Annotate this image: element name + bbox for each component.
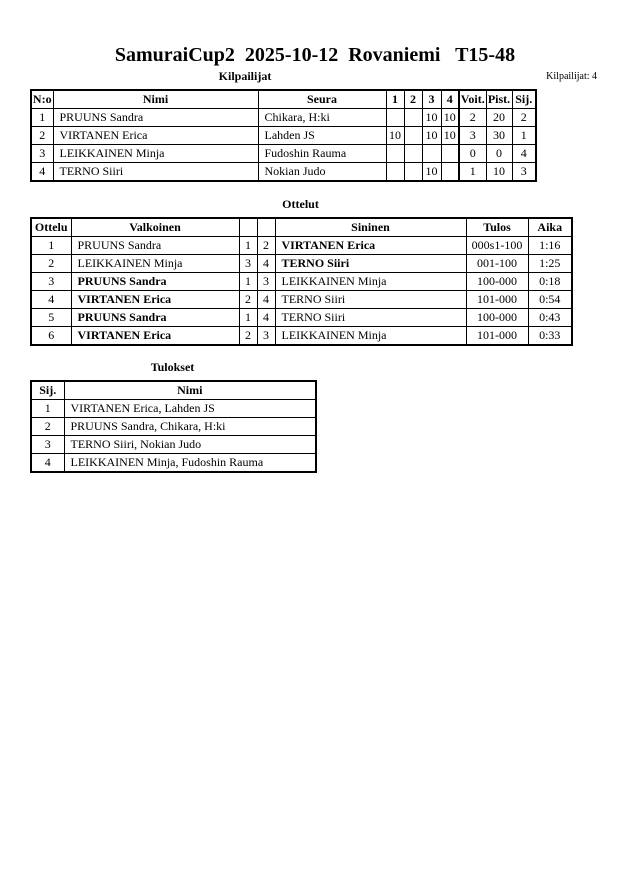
competitor-number: 1: [31, 109, 53, 127]
header-time: Aika: [528, 218, 572, 237]
result-row: [31, 454, 316, 473]
points-value: 0: [486, 145, 512, 163]
competitor-name: PRUUNS Sandra: [53, 109, 258, 127]
match-number: 5: [31, 309, 71, 327]
header-wins: Voit.: [459, 90, 486, 109]
blue-competitor-number: 2: [257, 237, 275, 255]
blue-competitor-number: 4: [257, 291, 275, 309]
competitors-heading-row: [0, 69, 630, 83]
white-competitor-name: PRUUNS Sandra: [71, 273, 239, 291]
header-blue: Sininen: [275, 218, 466, 237]
competitor-name: TERNO Siiri: [53, 163, 258, 182]
match-time: 1:25: [528, 255, 572, 273]
header-round-3: 3: [422, 90, 441, 109]
round-1-score: 10: [386, 127, 404, 145]
competitor-number: 3: [31, 145, 53, 163]
round-2-score: [404, 127, 422, 145]
competitor-name: VIRTANEN Erica: [53, 127, 258, 145]
result-name: TERNO Siiri, Nokian Judo: [64, 436, 316, 454]
match-row: [31, 273, 572, 291]
match-result: 001-100: [466, 255, 528, 273]
header-placement: Sij.: [512, 90, 536, 109]
competitor-number: 2: [31, 127, 53, 145]
match-row: [31, 255, 572, 273]
round-1-score: [386, 145, 404, 163]
match-number: 4: [31, 291, 71, 309]
header-match: Ottelu: [31, 218, 71, 237]
header-placement: Sij.: [31, 381, 64, 400]
white-competitor-name: LEIKKAINEN Minja: [71, 255, 239, 273]
points-value: 30: [486, 127, 512, 145]
white-competitor-number: 1: [239, 309, 257, 327]
result-name: LEIKKAINEN Minja, Fudoshin Rauma: [64, 454, 316, 473]
round-3-score: 10: [422, 127, 441, 145]
result-placement: 2: [31, 418, 64, 436]
round-2-score: [404, 145, 422, 163]
round-2-score: [404, 109, 422, 127]
blue-competitor-name: TERNO Siiri: [275, 309, 466, 327]
header-blue-number: [257, 218, 275, 237]
blue-competitor-name: TERNO Siiri: [275, 255, 466, 273]
header-white-number: [239, 218, 257, 237]
white-competitor-number: 3: [239, 255, 257, 273]
header-round-1: 1: [386, 90, 404, 109]
match-time: 0:33: [528, 327, 572, 346]
blue-competitor-number: 4: [257, 309, 275, 327]
results-header-row: [31, 381, 316, 400]
results-table: [30, 380, 317, 473]
white-competitor-name: PRUUNS Sandra: [71, 237, 239, 255]
round-3-score: 10: [422, 109, 441, 127]
competitor-row: [31, 109, 536, 127]
results-heading: Tulokset: [150, 360, 195, 374]
round-3-score: [422, 145, 441, 163]
round-3-score: 10: [422, 163, 441, 182]
wins-value: 2: [459, 109, 486, 127]
competitors-table: [30, 89, 537, 182]
competitors-count: Kilpailijat: 4: [546, 71, 597, 82]
blue-competitor-number: 4: [257, 255, 275, 273]
wins-value: 3: [459, 127, 486, 145]
white-competitor-number: 2: [239, 327, 257, 346]
round-4-score: [441, 163, 459, 182]
blue-competitor-name: TERNO Siiri: [275, 291, 466, 309]
competitors-header-row: [31, 90, 536, 109]
round-4-score: 10: [441, 127, 459, 145]
match-result: 000s1-100: [466, 237, 528, 255]
result-row: [31, 400, 316, 418]
page-title: SamuraiCup2 2025-10-12 Rovaniemi T15-48: [114, 44, 516, 66]
competitor-club: Lahden JS: [258, 127, 386, 145]
round-1-score: [386, 163, 404, 182]
result-row: [31, 418, 316, 436]
match-time: 0:43: [528, 309, 572, 327]
blue-competitor-number: 3: [257, 327, 275, 346]
white-competitor-name: VIRTANEN Erica: [71, 291, 239, 309]
header-result: Tulos: [466, 218, 528, 237]
wins-value: 1: [459, 163, 486, 182]
result-placement: 4: [31, 454, 64, 473]
match-result: 101-000: [466, 327, 528, 346]
header-round-2: 2: [404, 90, 422, 109]
placement-value: 1: [512, 127, 536, 145]
white-competitor-number: 2: [239, 291, 257, 309]
placement-value: 3: [512, 163, 536, 182]
blue-competitor-number: 3: [257, 273, 275, 291]
points-value: 20: [486, 109, 512, 127]
match-row: [31, 309, 572, 327]
header-white: Valkoinen: [71, 218, 239, 237]
wins-value: 0: [459, 145, 486, 163]
matches-header-row: [31, 218, 572, 237]
placement-value: 4: [512, 145, 536, 163]
competitor-number: 4: [31, 163, 53, 182]
result-placement: 3: [31, 436, 64, 454]
match-number: 3: [31, 273, 71, 291]
blue-competitor-name: LEIKKAINEN Minja: [275, 273, 466, 291]
header-name: Nimi: [53, 90, 258, 109]
competitor-row: [31, 145, 536, 163]
match-number: 6: [31, 327, 71, 346]
match-time: 0:18: [528, 273, 572, 291]
blue-competitor-name: LEIKKAINEN Minja: [275, 327, 466, 346]
points-value: 10: [486, 163, 512, 182]
result-name: PRUUNS Sandra, Chikara, H:ki: [64, 418, 316, 436]
header-number: N:o: [31, 90, 53, 109]
competitors-heading: Kilpailijat: [218, 69, 272, 83]
match-row: [31, 327, 572, 346]
blue-competitor-name: VIRTANEN Erica: [275, 237, 466, 255]
round-4-score: 10: [441, 109, 459, 127]
competitor-row: [31, 127, 536, 145]
match-time: 0:54: [528, 291, 572, 309]
match-row: [31, 237, 572, 255]
competitor-club: Chikara, H:ki: [258, 109, 386, 127]
competitor-club: Nokian Judo: [258, 163, 386, 182]
white-competitor-name: PRUUNS Sandra: [71, 309, 239, 327]
competitor-row: [31, 163, 536, 182]
header-round-4: 4: [441, 90, 459, 109]
match-result: 100-000: [466, 273, 528, 291]
round-1-score: [386, 109, 404, 127]
match-number: 2: [31, 255, 71, 273]
result-placement: 1: [31, 400, 64, 418]
round-2-score: [404, 163, 422, 182]
header-club: Seura: [258, 90, 386, 109]
round-4-score: [441, 145, 459, 163]
white-competitor-name: VIRTANEN Erica: [71, 327, 239, 346]
match-number: 1: [31, 237, 71, 255]
placement-value: 2: [512, 109, 536, 127]
match-result: 100-000: [466, 309, 528, 327]
match-result: 101-000: [466, 291, 528, 309]
match-time: 1:16: [528, 237, 572, 255]
matches-table: [30, 217, 573, 346]
white-competitor-number: 1: [239, 237, 257, 255]
match-row: [31, 291, 572, 309]
white-competitor-number: 1: [239, 273, 257, 291]
header-name: Nimi: [64, 381, 316, 400]
competitor-name: LEIKKAINEN Minja: [53, 145, 258, 163]
result-name: VIRTANEN Erica, Lahden JS: [64, 400, 316, 418]
result-row: [31, 436, 316, 454]
header-points: Pist.: [486, 90, 512, 109]
matches-heading: Ottelut: [282, 197, 319, 211]
competitor-club: Fudoshin Rauma: [258, 145, 386, 163]
